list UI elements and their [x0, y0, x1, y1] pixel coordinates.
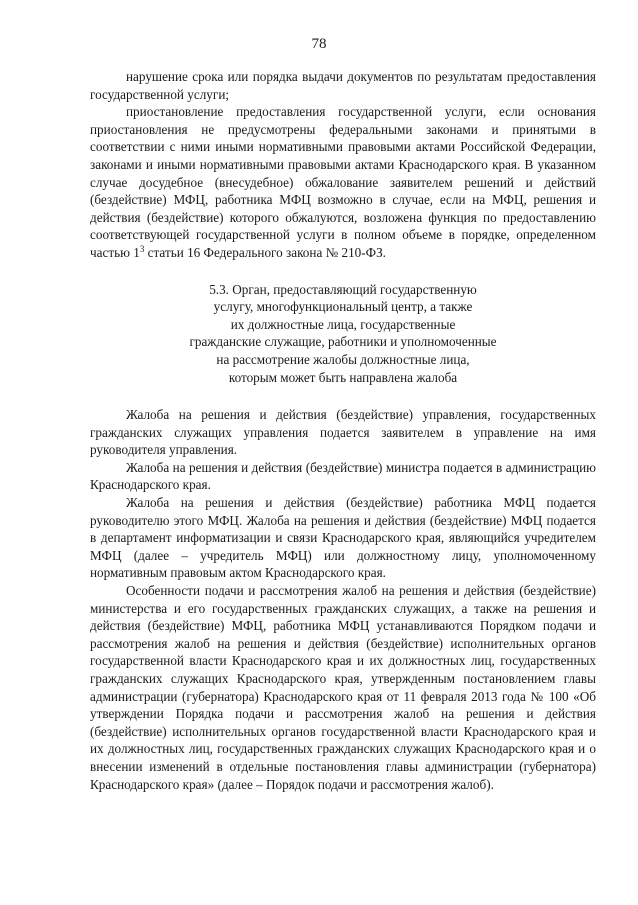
heading-line: на рассмотрение жалобы должностные лица, — [216, 351, 470, 367]
paragraph-complaint-procedure: Особенности подачи и рассмотрения жалоб на решения и действия (бездействие) министерства и его государственных гражданских служащих, а также на решения и действия (бездействие) МФЦ, работника МФЦ устанавливаются Порядком подачи и рассмотрения жалоб на решения и действия (бездействие) исполнительных органов государственной власти Краснодарского края и их должностных лиц, государственных гражданских служащих Краснодарского края, утвержденным постановлением главы администрации (губернатора) Краснодарского края от 11 февраля 2013 года № 100 «Об утверждении Порядка подачи и рассмотрения жалоб на решения и действия (бездействие) исполнительных органов государственной власти Краснодарского края и их должностных лиц, государственных гражданских служащих Краснодарского края и о внесении изменений в отдельные постановления главы администрации (губернатора) Краснодарского края» (далее – Порядок подачи и рассмотрения жалоб). — [90, 583, 596, 792]
page-number: 78 — [311, 36, 327, 52]
paragraph-complaint-department: Жалоба на решения и действия (бездействие) управления, государственных гражданских служащих управления подается заявителем в управление на имя руководителя управления. — [90, 407, 596, 458]
paragraph-complaint-minister: Жалоба на решения и действия (бездействие) министра подается в администрацию Краснодарского края. — [90, 459, 596, 493]
heading-line: гражданские служащие, работники и уполномоченные — [189, 334, 497, 350]
heading-line: услугу, многофункциональный центр, а также — [213, 299, 473, 315]
heading-line: их должностные лица, государственные — [230, 316, 456, 332]
document-body — [90, 68, 596, 793]
superscript-part-number: 3 — [139, 243, 145, 254]
paragraph-suspension-text: приостановление предоставления государственной услуги, если основания приостановления не предусмотрены федеральными законами и принятыми в соответствии с ними иными нормативными правовыми актами Российской Федерации, законами и иными нормативными правовыми актами Краснодарского края. В указанном случае досудебное (внесудебное) обжалование заявителем решений и действий (бездействие) МФЦ, работника МФЦ возможно в случае, если на МФЦ, решения и действия (бездействие) которого обжалуются, возложена функция по предоставлению соответствующей государственной услуги в полном объеме в порядке, определенном частью 1 — [90, 104, 596, 260]
paragraph-suspension-tail: статьи 16 Федерального закона № 210-ФЗ. — [144, 244, 386, 260]
heading-line: 5.3. Орган, предоставляющий государственную — [209, 281, 477, 297]
heading-line: которым может быть направлена жалоба — [228, 369, 458, 385]
section-heading — [90, 281, 596, 387]
paragraph-complaint-mfc: Жалоба на решения и действия (бездействие) работника МФЦ подается руководителю этого МФЦ. Жалоба на решения и действия (бездействие) МФЦ подается в департамент информатизации и связи Краснодарского края, являющийся учредителем МФЦ (далее – учредитель МФЦ) или должностному лицу, уполномоченному нормативным правовым актом Краснодарского края. — [90, 495, 596, 581]
paragraph-violation-deadline: нарушение срока или порядка выдачи документов по результатам предоставления государственной услуги; — [90, 69, 596, 102]
paragraph-suspension — [90, 103, 596, 261]
